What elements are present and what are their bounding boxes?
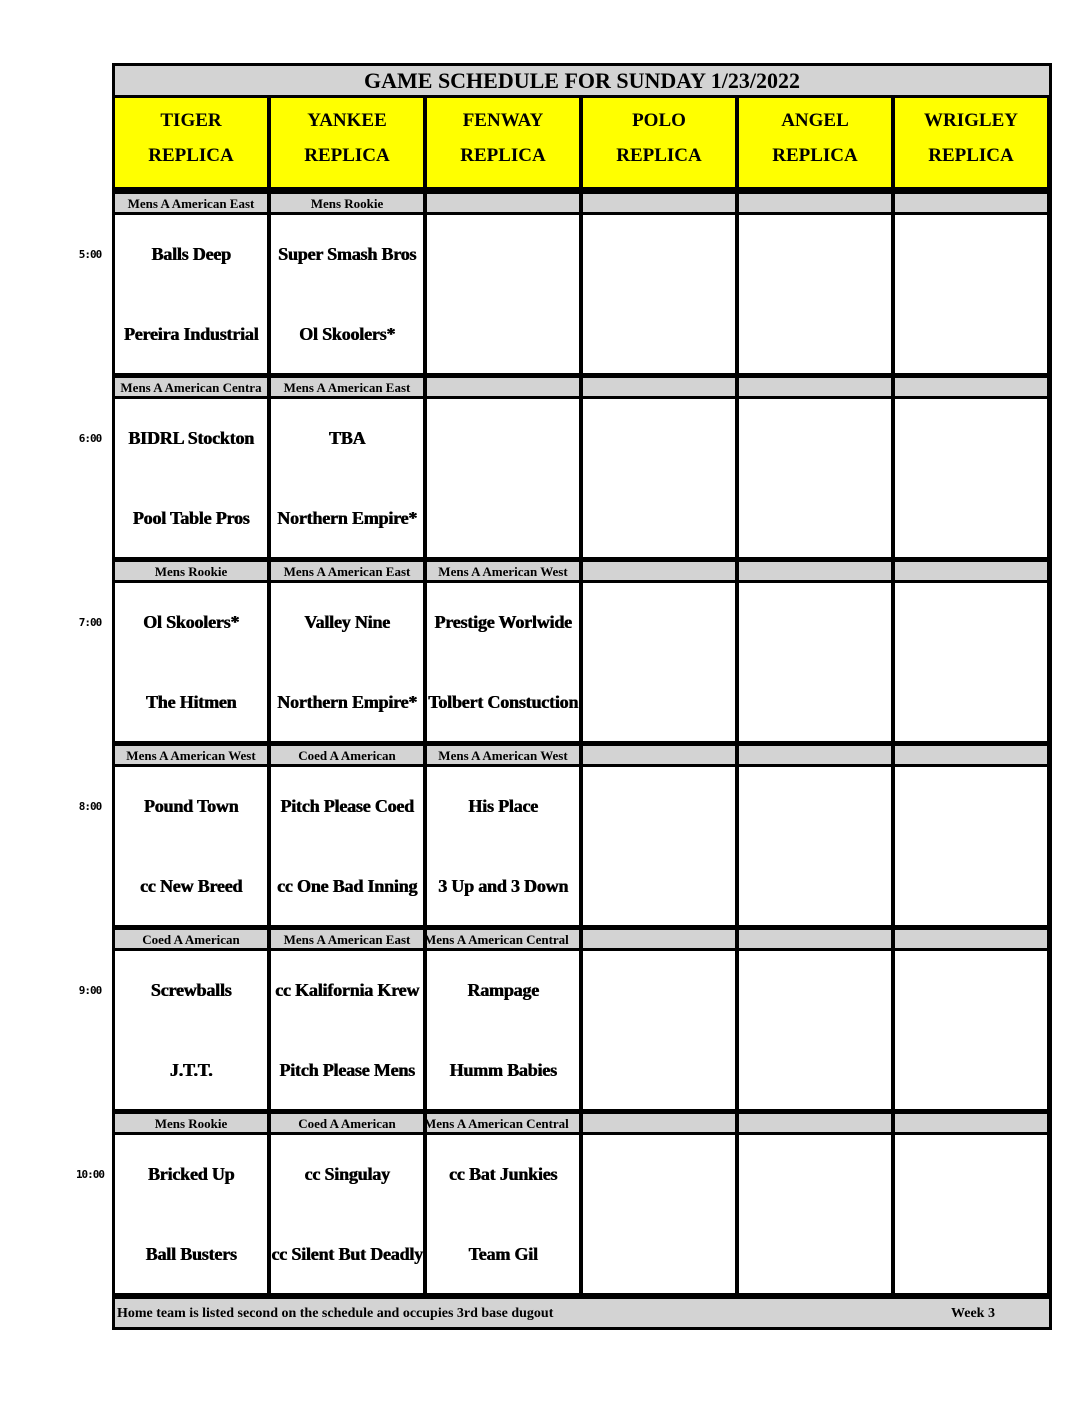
game-cell — [739, 951, 891, 1109]
home-team — [739, 304, 891, 364]
away-team — [739, 592, 891, 652]
game-cell — [115, 951, 267, 1109]
away-team — [583, 224, 735, 284]
division-label — [739, 930, 891, 948]
home-team — [739, 488, 891, 548]
division-label: Coed A American — [115, 930, 267, 948]
home-team: Pool Table Pros — [132, 507, 250, 528]
game-cell — [895, 1135, 1047, 1293]
away-team — [583, 960, 735, 1020]
away-team: Balls Deep — [151, 243, 231, 264]
home-team: Ol Skoolers* — [298, 323, 396, 344]
home-team: Tolbert Constuction — [427, 691, 579, 712]
away-team — [739, 408, 891, 468]
away-team: Rampage — [467, 979, 539, 1000]
away-team — [739, 1144, 891, 1204]
division-label — [739, 1114, 891, 1132]
home-team: cc New Breed — [139, 875, 243, 896]
division-label — [895, 746, 1047, 764]
field-name: YANKEE — [307, 110, 387, 131]
home-team — [895, 1224, 1047, 1284]
home-team — [427, 304, 579, 364]
field-name: WRIGLEY — [924, 110, 1018, 131]
game-cell — [427, 215, 579, 373]
division-label: Mens A American West — [427, 746, 579, 764]
division-label — [583, 378, 735, 396]
home-team: cc One Bad Inning — [276, 875, 418, 896]
away-team: Screwballs — [150, 979, 232, 1000]
home-team — [739, 1224, 891, 1284]
game-cell — [583, 767, 735, 925]
field-header-3 — [583, 98, 735, 187]
away-team — [583, 1144, 735, 1204]
home-team: Northern Empire* — [277, 507, 417, 528]
home-team: Northern Empire* — [277, 691, 417, 712]
home-team — [895, 672, 1047, 732]
away-team — [895, 408, 1047, 468]
field-name: POLO — [632, 110, 686, 131]
game-cell — [895, 215, 1047, 373]
field-header-2 — [427, 98, 579, 187]
field-name: FENWAY — [462, 110, 544, 131]
home-team — [583, 304, 735, 364]
game-cell — [583, 951, 735, 1109]
week-label: Week 3 — [951, 1306, 995, 1321]
game-cell — [895, 399, 1047, 557]
division-label — [427, 378, 579, 396]
game-cell — [739, 215, 891, 373]
division-label: Coed A American — [271, 746, 423, 764]
division-label: Mens A American East — [115, 194, 267, 212]
away-team: Pound Town — [143, 795, 239, 816]
game-cell — [115, 583, 267, 741]
division-label — [739, 194, 891, 212]
field-header-1 — [271, 98, 423, 187]
division-label: Mens A American Central — [427, 930, 579, 948]
time-label: 6:00 — [78, 432, 102, 445]
game-cell — [115, 767, 267, 925]
field-type: REPLICA — [772, 145, 858, 166]
away-team: cc Bat Junkies — [448, 1163, 558, 1184]
division-label: Mens A American East — [271, 562, 423, 580]
field-type: REPLICA — [928, 145, 1014, 166]
away-team — [895, 224, 1047, 284]
game-cell — [739, 767, 891, 925]
field-header-0 — [115, 98, 267, 187]
game-cell — [271, 399, 423, 557]
game-cell — [271, 951, 423, 1109]
away-team: Prestige Worlwide — [434, 611, 572, 632]
division-label: Mens A American West — [427, 562, 579, 580]
time-label: 7:00 — [78, 616, 102, 629]
division-label — [895, 930, 1047, 948]
game-cell — [739, 399, 891, 557]
home-team — [739, 856, 891, 916]
away-team: BIDRL Stockton — [128, 427, 254, 448]
division-label — [739, 746, 891, 764]
home-team: Humm Babies — [449, 1059, 557, 1080]
field-type: REPLICA — [460, 145, 546, 166]
game-cell — [583, 1135, 735, 1293]
division-label: Coed A American — [271, 1114, 423, 1132]
away-team: Valley Nine — [304, 611, 390, 632]
away-team — [895, 776, 1047, 836]
home-team — [895, 488, 1047, 548]
home-team — [583, 856, 735, 916]
division-label — [895, 1114, 1047, 1132]
home-team — [427, 488, 579, 548]
field-header-5 — [895, 98, 1047, 187]
division-label: Mens A American East — [271, 930, 423, 948]
game-cell — [115, 215, 267, 373]
away-team: cc Kalifornia Krew — [274, 979, 420, 1000]
field-name: ANGEL — [781, 110, 849, 131]
division-label — [895, 378, 1047, 396]
game-cell — [427, 951, 579, 1109]
game-cell — [583, 215, 735, 373]
home-team — [739, 672, 891, 732]
home-team: Team Gil — [468, 1243, 538, 1264]
division-label — [427, 194, 579, 212]
away-team — [895, 1144, 1047, 1204]
away-team: Pitch Please Coed — [280, 795, 414, 816]
away-team — [583, 408, 735, 468]
game-cell — [115, 1135, 267, 1293]
game-cell — [271, 767, 423, 925]
home-team — [895, 1040, 1047, 1100]
away-team — [427, 408, 579, 468]
field-type: REPLICA — [304, 145, 390, 166]
away-team: TBA — [328, 427, 366, 448]
division-label: Mens A American West — [115, 746, 267, 764]
away-team: cc Singulay — [304, 1163, 390, 1184]
division-label: Mens Rookie — [115, 1114, 267, 1132]
game-cell — [895, 951, 1047, 1109]
division-label — [583, 562, 735, 580]
time-label: 10:00 — [75, 1168, 105, 1181]
home-team — [583, 488, 735, 548]
away-team: Bricked Up — [147, 1163, 235, 1184]
home-team: cc Silent But Deadly — [271, 1243, 423, 1264]
home-team: 3 Up and 3 Down — [437, 875, 569, 896]
away-team — [895, 960, 1047, 1020]
away-team — [583, 592, 735, 652]
time-label: 5:00 — [78, 248, 102, 261]
game-cell — [427, 1135, 579, 1293]
division-label — [583, 930, 735, 948]
away-team: Ol Skoolers* — [142, 611, 240, 632]
home-team: Pitch Please Mens — [279, 1059, 415, 1080]
game-cell — [895, 767, 1047, 925]
game-cell — [271, 583, 423, 741]
home-team: Ball Busters — [145, 1243, 237, 1264]
away-team: Super Smash Bros — [277, 243, 417, 264]
game-cell — [583, 583, 735, 741]
game-cell — [427, 767, 579, 925]
division-label: Mens Rookie — [271, 194, 423, 212]
schedule-table — [112, 63, 1052, 1330]
away-team — [895, 592, 1047, 652]
game-cell — [739, 583, 891, 741]
division-label: Mens A American Central — [427, 1114, 579, 1132]
game-cell — [739, 1135, 891, 1293]
footer — [115, 1299, 1049, 1327]
field-name: TIGER — [160, 110, 222, 131]
game-cell — [583, 399, 735, 557]
home-team — [583, 672, 735, 732]
division-label — [583, 746, 735, 764]
game-cell — [115, 399, 267, 557]
game-cell — [271, 215, 423, 373]
division-label — [895, 194, 1047, 212]
away-team — [583, 776, 735, 836]
field-header-4 — [739, 98, 891, 187]
division-label: Mens A American East — [271, 378, 423, 396]
division-label — [583, 1114, 735, 1132]
division-label — [739, 378, 891, 396]
game-cell — [427, 583, 579, 741]
division-label: Mens Rookie — [115, 562, 267, 580]
field-type: REPLICA — [616, 145, 702, 166]
time-label: 8:00 — [78, 800, 102, 813]
home-team — [895, 856, 1047, 916]
page-title: GAME SCHEDULE FOR SUNDAY 1/23/2022 — [115, 66, 1049, 95]
home-team — [583, 1224, 735, 1284]
home-team: Pereira Industrial — [123, 323, 259, 344]
game-cell — [271, 1135, 423, 1293]
division-label: Mens A American Centra — [115, 378, 267, 396]
home-team — [583, 1040, 735, 1100]
field-type: REPLICA — [148, 145, 234, 166]
game-cell — [895, 583, 1047, 741]
home-team — [739, 1040, 891, 1100]
home-team: The Hitmen — [145, 691, 237, 712]
division-label — [895, 562, 1047, 580]
division-label — [739, 562, 891, 580]
away-team — [739, 960, 891, 1020]
away-team — [739, 776, 891, 836]
away-team — [739, 224, 891, 284]
footer-note: Home team is listed second on the schedule and occupies 3rd base dugout — [117, 1306, 554, 1321]
division-label — [583, 194, 735, 212]
away-team: His Place — [468, 795, 538, 816]
home-team: J.T.T. — [169, 1059, 213, 1080]
time-label: 9:00 — [78, 984, 102, 997]
game-cell — [427, 399, 579, 557]
home-team — [895, 304, 1047, 364]
away-team — [427, 224, 579, 284]
